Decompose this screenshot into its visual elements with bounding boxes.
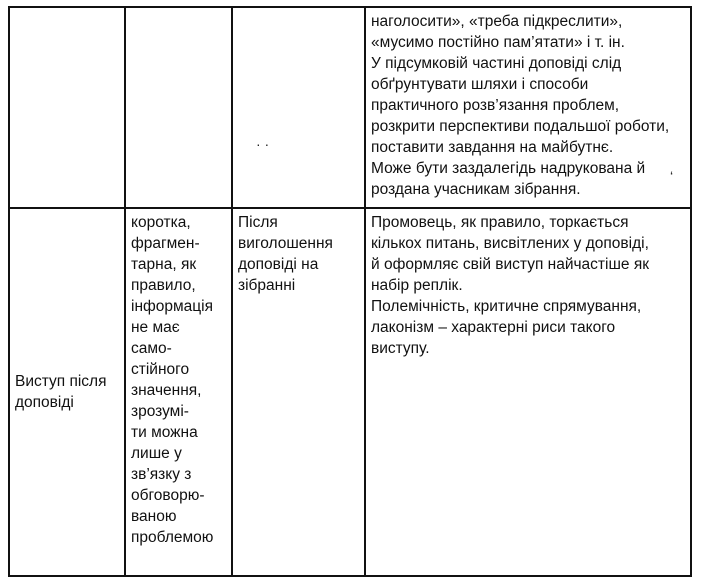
text-line: значення, — [131, 382, 202, 399]
text-line: Може бути заздалегідь надрукована й — [371, 160, 646, 177]
text-line: зібранні — [238, 277, 296, 294]
text-line: ти можна — [131, 424, 198, 441]
text-line: «мусимо постійно пам’ятати» і т. ін. — [371, 34, 625, 51]
text-line: ваною — [131, 508, 177, 525]
table-row — [9, 208, 691, 576]
text-line: У підсумковій частині доповіді слід — [371, 55, 622, 72]
text-line: наголосити», «треба підкреслити», — [371, 13, 623, 30]
scan-speck: · · — [256, 136, 270, 152]
text-line: коротка, — [131, 214, 191, 231]
text-line: поставити завдання на майбутнє. — [371, 139, 614, 156]
text-line: проблемою — [131, 529, 214, 546]
text-line: лаконізм – характерні риси такого — [371, 319, 616, 336]
text-line: інформація — [131, 298, 213, 315]
text-line: виголошення — [238, 235, 333, 252]
cell-requirements — [365, 208, 691, 576]
text-line: само- — [131, 340, 172, 357]
text-line: зв’язку з — [131, 466, 192, 483]
text-line: обговорю- — [131, 487, 205, 504]
cell-description-empty — [125, 7, 232, 208]
cell-type — [9, 208, 125, 576]
cell-description — [125, 208, 232, 576]
scan-speck: ‘ — [670, 168, 674, 184]
text-line: роздана учасникам зібрання. — [371, 181, 581, 198]
text-line: Промовець, як правило, торкається — [371, 214, 629, 231]
text-line: правило, — [131, 277, 196, 294]
text-line: обґрунтувати шляхи і способи — [371, 76, 589, 93]
text-line: набір реплік. — [371, 277, 463, 294]
cell-requirements-continued — [365, 7, 691, 208]
text-line: розкрити перспективи подальшої роботи, — [371, 118, 670, 135]
document-table — [8, 6, 692, 577]
text-line: доповіді — [15, 394, 74, 411]
text-line: Полемічність, критичне спрямування, — [371, 298, 642, 315]
text-line: фрагмен- — [131, 235, 200, 252]
text-line: й оформляє свій виступ найчастіше як — [371, 256, 650, 273]
text-line: кількох питань, висвітлених у доповіді, — [371, 235, 649, 252]
text-line: практичного розв’язання проблем, — [371, 97, 620, 114]
text-line: зрозумі- — [131, 403, 189, 420]
text-line: доповіді на — [238, 256, 319, 273]
text-line: стійного — [131, 361, 190, 378]
text-line: виступу. — [371, 340, 430, 357]
text-line: лише у — [131, 445, 182, 462]
cell-type-empty — [9, 7, 125, 208]
text-line: не має — [131, 319, 180, 336]
text-line: Виступ після — [15, 373, 107, 390]
text-line: тарна, як — [131, 256, 197, 273]
text-line: Після — [238, 214, 278, 231]
table-row — [9, 7, 691, 208]
cell-timing — [232, 208, 365, 576]
cell-timing-empty — [232, 7, 365, 208]
